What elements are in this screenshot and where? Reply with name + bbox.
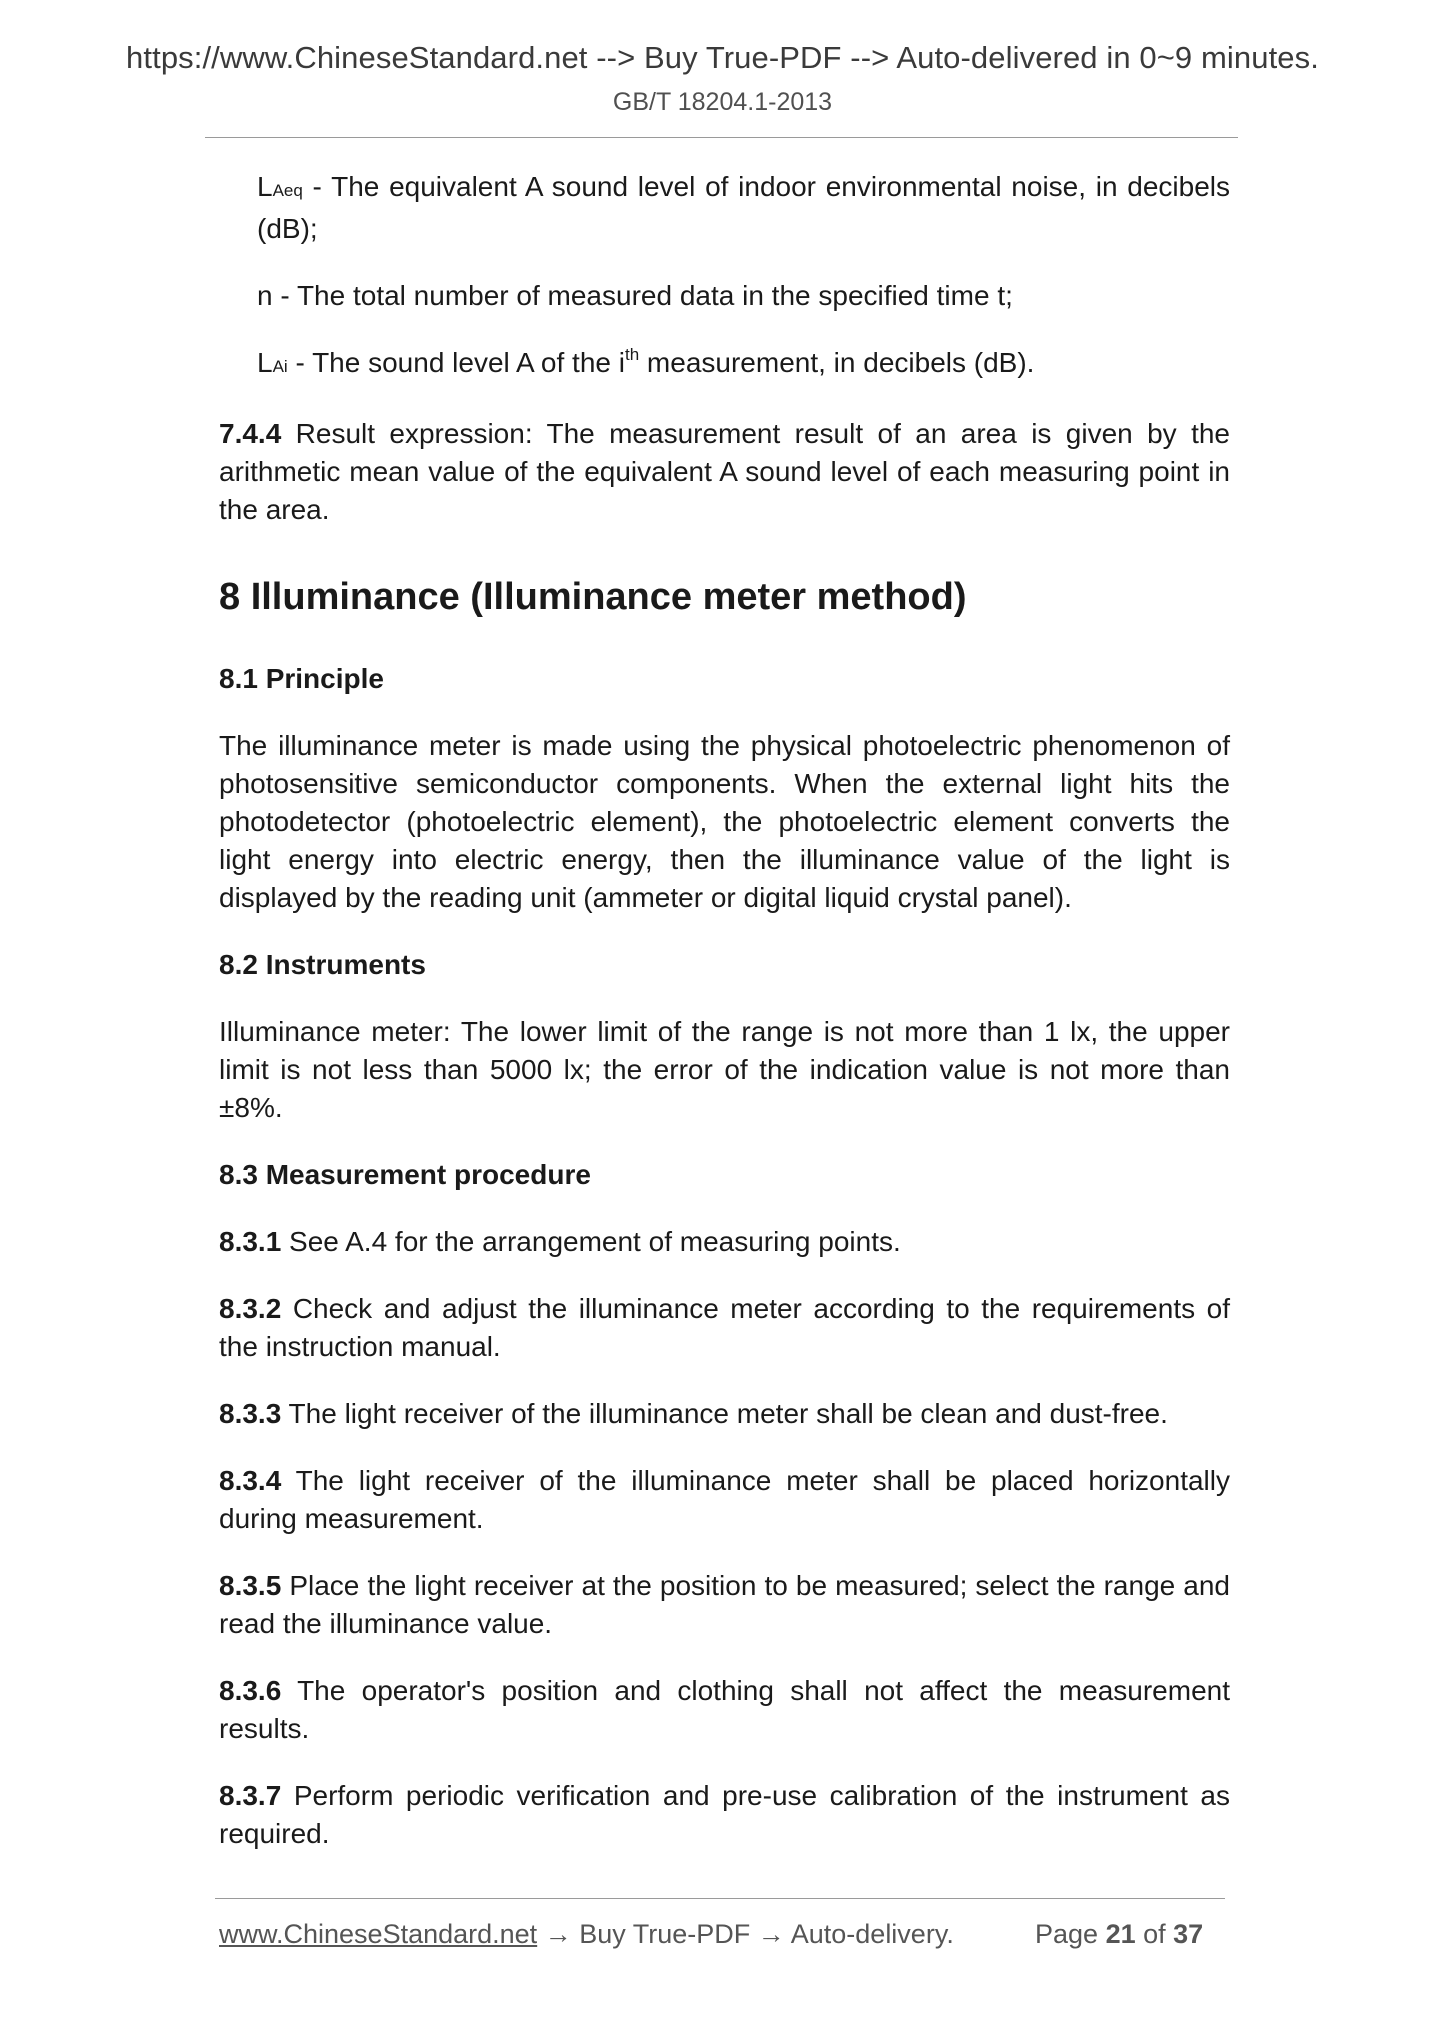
step-number: 8.3.4 <box>219 1465 282 1496</box>
symbol-lai-subscript: Ai <box>272 357 288 376</box>
clause-text: Result expression: The measurement result of an area is given by the arithmetic mean value of the equivalent A sound level of each measuring point in the area. <box>219 418 1230 525</box>
step-text: Check and adjust the illuminance meter according to the requirements of the instruction manual. <box>219 1293 1230 1362</box>
page-label: Page <box>1035 1919 1106 1949</box>
clause-7-4-4 <box>219 415 1230 529</box>
step-number: 8.3.7 <box>219 1780 282 1811</box>
footer-promo-text: → Buy True-PDF → Auto-delivery. <box>537 1919 954 1949</box>
instruments-paragraph: Illuminance meter: The lower limit of the range is not more than 1 lx, the upper limit is not less than 5000 lx; the error of the indication value is not more than ±8%. <box>219 1016 1230 1123</box>
step-number: 8.3.2 <box>219 1293 282 1324</box>
page-number: 21 <box>1105 1919 1136 1949</box>
step-number: 8.3.6 <box>219 1675 282 1706</box>
heading-8-3: 8.3 Measurement procedure <box>219 1159 591 1190</box>
step-text: Place the light receiver at the position to be measured; select the range and read the illuminance value. <box>219 1570 1230 1639</box>
header-banner: https://www.ChineseStandard.net --> Buy True-PDF --> Auto-delivered in 0~9 minutes. <box>126 40 1319 75</box>
symbol-lai-text: - The sound level A of the i <box>287 347 625 378</box>
heading-8-1: 8.1 Principle <box>219 663 384 694</box>
symbol-laeq-text: - The equivalent A sound level of indoor environmental noise, in decibels (dB); <box>257 171 1230 244</box>
superscript-th: th <box>624 345 640 364</box>
page-indicator <box>1035 1919 1203 1950</box>
step-8-3-5 <box>219 1567 1230 1643</box>
page-of-label: of <box>1135 1919 1174 1949</box>
step-text: The light receiver of the illuminance meter shall be clean and dust-free. <box>281 1398 1168 1429</box>
step-8-3-7 <box>219 1777 1230 1853</box>
step-8-3-3 <box>219 1395 1230 1433</box>
page-content <box>219 168 1230 1882</box>
header-divider <box>205 137 1238 138</box>
step-text: The light receiver of the illuminance meter shall be placed horizontally during measurement. <box>219 1465 1230 1534</box>
symbol-n-definition: n - The total number of measured data in the specified time t; <box>257 280 1013 311</box>
symbol-lai-text-end: measurement, in decibels (dB). <box>639 347 1035 378</box>
symbol-lai-definition <box>219 344 1230 386</box>
symbol-lai <box>257 347 288 378</box>
step-number: 8.3.1 <box>219 1226 282 1257</box>
step-text: The operator's position and clothing shall not affect the measurement results. <box>219 1675 1230 1744</box>
footer-divider <box>215 1898 1225 1899</box>
symbol-laeq <box>257 171 303 202</box>
footer-promo <box>219 1919 954 1950</box>
step-text: See A.4 for the arrangement of measuring points. <box>281 1226 901 1257</box>
footer-site-link[interactable]: www.ChineseStandard.net <box>219 1919 538 1949</box>
symbol-laeq-subscript: Aeq <box>272 181 303 200</box>
step-8-3-2 <box>219 1290 1230 1366</box>
document-id: GB/T 18204.1-2013 <box>612 88 833 116</box>
step-text: Perform periodic verification and pre-use calibration of the instrument as required. <box>219 1780 1230 1849</box>
heading-8-2: 8.2 Instruments <box>219 949 426 980</box>
step-number: 8.3.5 <box>219 1570 282 1601</box>
page-total: 37 <box>1173 1919 1204 1949</box>
section-8-title: 8 Illuminance (Illuminance meter method) <box>219 576 967 618</box>
step-8-3-1 <box>219 1223 1230 1261</box>
principle-paragraph: The illuminance meter is made using the physical photoelectric phenomenon of photosensitive semiconductor components. When the external light hits the photodetector (photoelectric element), the photoelectric element converts the light energy into electric energy, then the illuminance value of the light is displayed by the reading unit (ammeter or digital liquid crystal panel). <box>219 730 1230 913</box>
step-8-3-6 <box>219 1672 1230 1748</box>
clause-number: 7.4.4 <box>219 418 282 449</box>
step-number: 8.3.3 <box>219 1398 282 1429</box>
symbol-laeq-letter: L <box>257 171 273 202</box>
symbol-lai-letter: L <box>257 347 273 378</box>
step-8-3-4 <box>219 1462 1230 1538</box>
symbol-laeq-definition <box>219 168 1230 248</box>
